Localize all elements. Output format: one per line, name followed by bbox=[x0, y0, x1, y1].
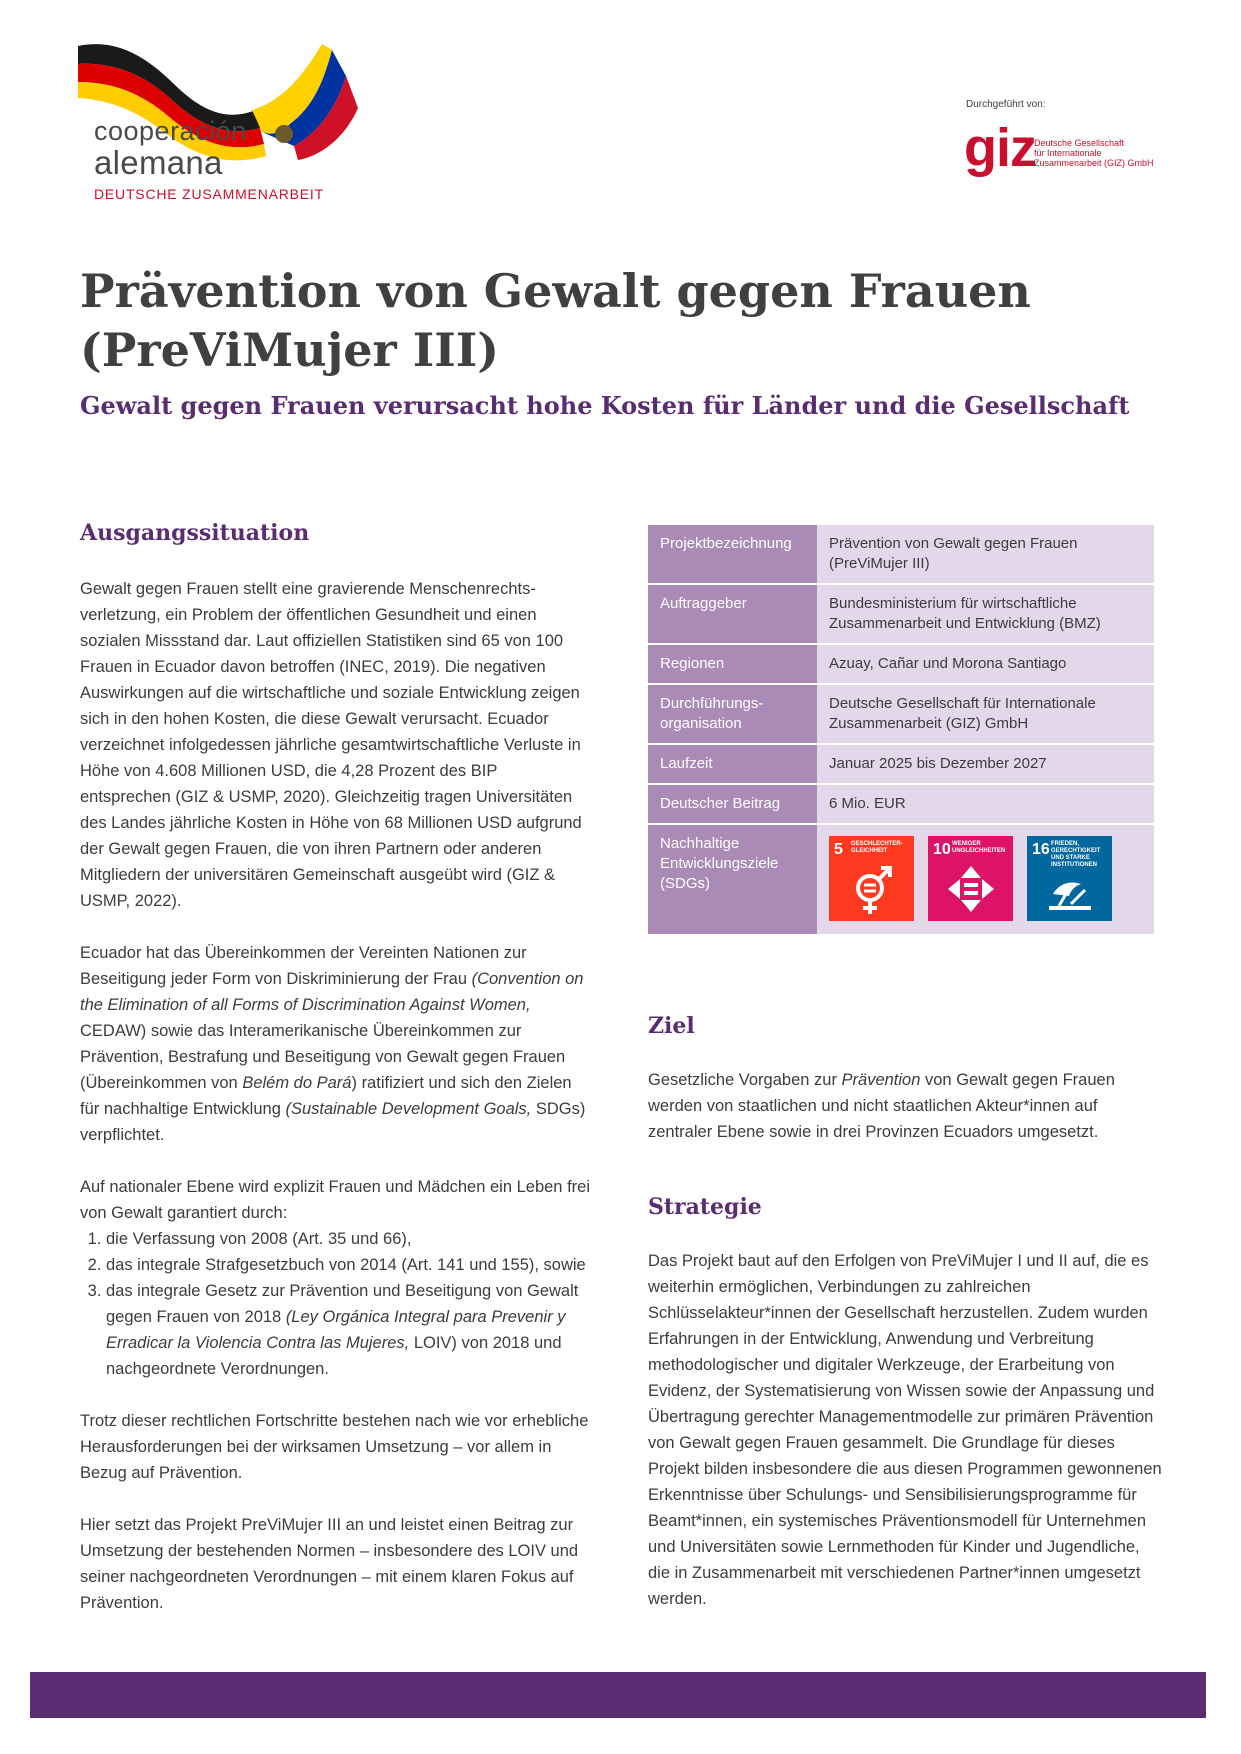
table-row bbox=[648, 744, 1154, 784]
table-row bbox=[648, 824, 1154, 935]
table-row bbox=[648, 684, 1154, 744]
sdg-icons bbox=[829, 834, 1142, 925]
page-subtitle: Gewalt gegen Frauen verursacht hohe Kosten für Länder und die Gesellschaft bbox=[80, 391, 1130, 420]
paragraph-3: Auf nationaler Ebene wird explizit Frauen und Mädchen ein Leben frei von Gewalt garantiert durch: bbox=[80, 1178, 590, 1222]
table-value: Azuay, Cañar und Morona Santiago bbox=[817, 644, 1154, 684]
title-line-2: (PreViMujer III) bbox=[80, 323, 500, 377]
legal-list bbox=[80, 1226, 592, 1382]
reduced-inequalities-icon bbox=[946, 864, 996, 914]
ziel-body bbox=[648, 1067, 1160, 1145]
table-key: Projektbezeichnung bbox=[648, 525, 817, 584]
implemented-by-label: Durchgeführt von: bbox=[966, 99, 1046, 110]
table-key: Auftraggeber bbox=[648, 584, 817, 644]
ziel-paragraph: Gesetzliche Vorgaben zur Prävention von Gewalt gegen Frauen werden von staatlichen und nicht staatlichen Akteur*innen auf zentraler Ebene sowie in drei Provinzen Ecuadors umgesetzt. bbox=[648, 1071, 1115, 1141]
table-value: Bundesministerium für wirtschaftliche Zusammenarbeit und Entwicklung (BMZ) bbox=[817, 584, 1154, 644]
footer-bar bbox=[30, 1672, 1206, 1718]
table-key: Durchführungsorganisation bbox=[648, 684, 817, 744]
title-line-1: Prävention von Gewalt gegen Frauen bbox=[80, 264, 1031, 318]
table-row bbox=[648, 525, 1154, 584]
ausgangssituation-body bbox=[80, 576, 592, 1616]
table-key: Laufzeit bbox=[648, 744, 817, 784]
paragraph-4: Trotz dieser rechtlichen Fortschritte bestehen nach wie vor erhebliche Herausforderungen bei der wirksamen Umsetzung – vor allem in Bezug auf Prävention. bbox=[80, 1412, 589, 1482]
table-value-sdgs bbox=[817, 824, 1154, 935]
peace-justice-icon bbox=[1045, 864, 1095, 914]
list-item: 1. die Verfassung von 2008 (Art. 35 und 66), bbox=[106, 1226, 592, 1252]
table-value: Prävention von Gewalt gegen Frauen (PreViMujer III) bbox=[817, 525, 1154, 584]
table-row bbox=[648, 584, 1154, 644]
sdg-16-icon: 16 FRIEDEN, GERECHTIGKEIT UND STARKE INSTITUTIONEN bbox=[1027, 836, 1112, 921]
page-title bbox=[80, 262, 1160, 380]
paragraph-5: Hier setzt das Projekt PreViMujer III an und leistet einen Beitrag zur Umsetzung der bestehenden Normen – insbesondere des LOIV und seiner nachgeordneten Verordnungen – mit einem klaren Fokus auf Prävention. bbox=[80, 1516, 579, 1612]
table-value: 6 Mio. EUR bbox=[817, 784, 1154, 824]
strategie-body bbox=[648, 1248, 1162, 1612]
sdg-5-icon: 5 GESCHLECHTER-GLEICHHEIT bbox=[829, 836, 914, 921]
heading-ziel: Ziel bbox=[648, 1013, 695, 1039]
gender-equality-icon bbox=[847, 864, 897, 916]
giz-logo: giz bbox=[964, 118, 1036, 178]
table-key: Regionen bbox=[648, 644, 817, 684]
logo-text-deutsche-zusammenarbeit: DEUTSCHE ZUSAMMENARBEIT bbox=[94, 186, 324, 202]
project-info-table bbox=[648, 525, 1154, 936]
table-key: Deutscher Beitrag bbox=[648, 784, 817, 824]
heading-ausgangssituation: Ausgangssituation bbox=[80, 520, 310, 546]
paragraph-2: Ecuador hat das Übereinkommen der Vereinten Nationen zur Beseitigung jeder Form von Diskriminierung der Frau (Convention on the Elimination of all Forms of Discrimination Against Women, CEDAW) sowie das Interamerikanische Übereinkommen zur Prävention, Bestrafung und Beseitigung von Gewalt gegen Frauen (Übereinkommen von Belém do Pará) ratifiziert und sich den Zielen für nachhaltige Entwicklung (Sustainable Development Goals, SDGs) verpflichtet. bbox=[80, 944, 586, 1144]
table-value: Deutsche Gesellschaft für Internationale Zusammenarbeit (GIZ) GmbH bbox=[817, 684, 1154, 744]
table-row bbox=[648, 784, 1154, 824]
giz-logo-subtitle: Deutsche Gesellschaft für Internationale Zusammenarbeit (GIZ) GmbH bbox=[1034, 138, 1154, 168]
list-item: 2. das integrale Strafgesetzbuch von 2014 (Art. 141 und 155), sowie bbox=[106, 1252, 592, 1278]
logo-text-alemana: alemana bbox=[94, 144, 223, 181]
sdg-10-icon: 10 WENIGER UNGLEICHHEITEN bbox=[928, 836, 1013, 921]
table-key: Nachhaltige Entwicklungsziele (SDGs) bbox=[648, 824, 817, 935]
heading-strategie: Strategie bbox=[648, 1194, 762, 1220]
table-value: Januar 2025 bis Dezember 2027 bbox=[817, 744, 1154, 784]
paragraph-1: Gewalt gegen Frauen stellt eine gravierende Menschenrechtsverletzung, ein Problem der öffentlichen Gesundheit und einen sozialen Missstand dar. Laut offiziellen Statistiken sind 65 von 100 Frauen in Ecuador davon betroffen (INEC, 2019). Die negativen Auswirkungen auf die wirtschaftliche und soziale Entwicklung zeigen sich in den hohen Kosten, die diese Gewalt verursacht. Ecuador verzeichnet infolgedessen jährliche gesamtwirtschaftliche Verluste in Höhe von 4.608 Millionen USD, die 4,28 Prozent des BIP entsprechen (GIZ & USMP, 2020). Gleichzeitig tragen Universitäten des Landes jährliche Kosten in Höhe von 68 Millionen USD aufgrund der Gewalt gegen Frauen, die von ihren Partnern oder anderen Mitgliedern der universitären Gemeinschaft ausgeübt wird (GIZ & USMP, 2022). bbox=[80, 580, 582, 910]
table-row bbox=[648, 644, 1154, 684]
list-item: 3. das integrale Gesetz zur Prävention und Beseitigung von Gewalt gegen Frauen von 2018 (Ley Orgánica Integral para Prevenir y Erradicar la Violencia Contra las Mujeres, LOIV) von 2018 und nachgeordnete Verordnungen. bbox=[106, 1278, 592, 1382]
logo-text-cooperacion: cooperación bbox=[94, 116, 247, 146]
strategie-paragraph: Das Projekt baut auf den Erfolgen von PreViMujer I und II auf, die es weiterhin ermöglichen, Verbindungen zu zahlreichen Schlüsselakteur*innen der Gesellschaft herzustellen. Zudem wurden Erfahrungen in der Entwicklung, Anwendung und Verbreitung methodologischer und digitaler Werkzeuge, der Erarbeitung von Evidenz, der Systematisierung von Wissen sowie der Anpassung und Übertragung gerechter Managementmodelle zur primären Prävention von Gewalt gegen Frauen gesammelt. Die Grundlage für dieses Projekt bilden insbesondere die aus diesen Programmen gewonnenen Erkenntnisse über Schulungs- und Sensibilisierungsprogramme für Beamt*innen, ein systemisches Präventionsmodell für Unternehmen und Universitäten sowie Lernmethoden für Kinder und Jugendliche, die in Zusammenarbeit mit verschiedenen Partner*innen umgesetzt werden. bbox=[648, 1252, 1162, 1608]
